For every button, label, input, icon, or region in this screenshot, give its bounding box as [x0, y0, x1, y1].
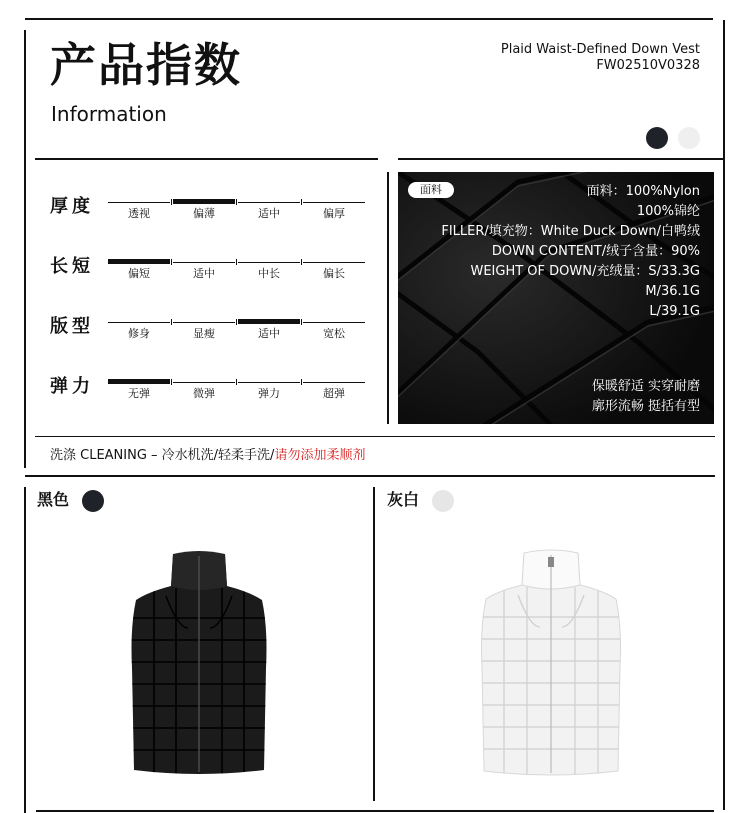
metric-label: 弹力	[50, 376, 94, 397]
option-tick	[236, 319, 237, 325]
option-label: 超弹	[323, 387, 345, 400]
option-label: 偏厚	[323, 207, 345, 220]
option-bar	[108, 202, 170, 203]
option-tick	[236, 259, 237, 265]
cleaning-text: 洗涤 CLEANING – 冷水机洗/轻柔手洗/	[50, 448, 275, 463]
frame-right-line	[723, 20, 725, 810]
metric-option	[173, 259, 235, 281]
fabric-spec-line: DOWN CONTENT/绒子含量：90%	[491, 244, 700, 259]
option-label: 显瘦	[193, 327, 215, 340]
option-bar	[238, 319, 300, 324]
metric-option	[303, 199, 365, 221]
option-bar	[173, 322, 235, 323]
metric-option	[238, 319, 300, 341]
metric-option	[108, 319, 170, 341]
colors-vertical-divider	[373, 487, 375, 801]
fabric-specs	[441, 182, 700, 322]
option-bar	[108, 259, 170, 264]
metric-option	[303, 379, 365, 401]
product-name: Plaid Waist-Defined Down Vest	[500, 42, 700, 57]
metric-option	[238, 259, 300, 281]
option-label: 中长	[258, 267, 280, 280]
cleaning-warning: 请勿添加柔顺剂	[274, 448, 366, 463]
colors-left-line	[24, 487, 26, 813]
metric-scale	[108, 379, 364, 403]
product-code: FW02510V0328	[596, 58, 700, 73]
metric-label: 版型	[50, 316, 94, 337]
option-bar	[173, 199, 235, 204]
option-tick	[301, 259, 302, 265]
vest-white-image[interactable]	[478, 547, 624, 779]
option-tick	[301, 199, 302, 205]
metric-option	[173, 379, 235, 401]
option-bar	[238, 262, 300, 263]
frame-bottom-line	[36, 810, 714, 812]
option-bar	[238, 382, 300, 383]
option-bar	[238, 202, 300, 203]
color-dot-white	[432, 490, 454, 512]
frame-left-line	[24, 30, 26, 468]
option-label: 适中	[258, 207, 280, 220]
option-label: 偏短	[128, 267, 150, 280]
colors-top-divider	[25, 475, 715, 477]
option-label: 修身	[128, 327, 150, 340]
fabric-feature-line: 保暖舒适 实穿耐磨	[591, 379, 700, 394]
option-bar	[108, 322, 170, 323]
metric-scale	[108, 199, 364, 223]
option-label: 适中	[193, 267, 215, 280]
option-label: 偏薄	[193, 207, 215, 220]
fabric-features	[592, 377, 700, 417]
color-label-white: 灰白	[387, 490, 420, 509]
cleaning-instructions	[50, 447, 365, 465]
option-bar	[173, 262, 235, 263]
option-bar	[303, 202, 365, 203]
header-divider-left	[35, 158, 378, 160]
header-divider-right	[398, 158, 724, 160]
metric-scale	[108, 319, 364, 343]
metric-option	[238, 199, 300, 221]
color-swatch-black[interactable]	[646, 127, 668, 149]
fabric-spec-line: 面料：100%Nylon	[586, 184, 700, 199]
option-bar	[108, 379, 170, 384]
option-tick	[171, 379, 172, 385]
color-label-black: 黑色	[37, 490, 70, 509]
option-tick	[171, 259, 172, 265]
fabric-panel	[398, 172, 714, 424]
metric-label: 厚度	[50, 196, 94, 217]
fabric-spec-line: L/39.1G	[649, 304, 700, 319]
metrics-vertical-divider	[387, 172, 389, 424]
option-bar	[303, 262, 365, 263]
cleaning-divider	[35, 436, 715, 437]
metric-option	[173, 319, 235, 341]
fabric-badge: 面料	[408, 182, 454, 198]
option-tick	[301, 319, 302, 325]
option-tick	[301, 379, 302, 385]
option-label: 微弹	[193, 387, 215, 400]
option-label: 适中	[258, 327, 280, 340]
metric-scale	[108, 259, 364, 283]
metric-option	[303, 319, 365, 341]
option-label: 无弹	[128, 387, 150, 400]
option-tick	[171, 319, 172, 325]
metric-option	[303, 259, 365, 281]
metric-option	[108, 379, 170, 401]
metric-option	[173, 199, 235, 221]
color-swatch-white[interactable]	[678, 127, 700, 149]
option-label: 宽松	[323, 327, 345, 340]
option-label: 弹力	[258, 387, 280, 400]
option-bar	[303, 322, 365, 323]
fabric-spec-line: 100%锦纶	[636, 204, 700, 219]
metric-option	[108, 259, 170, 281]
fabric-spec-line: WEIGHT OF DOWN/充绒量：S/33.3G	[470, 264, 700, 279]
color-dot-black	[82, 490, 104, 512]
page-title: 产品指数	[50, 38, 242, 92]
product-info	[501, 42, 700, 74]
vest-black-image[interactable]	[128, 548, 270, 778]
page-subtitle: Information	[51, 102, 167, 126]
option-bar	[303, 382, 365, 383]
option-tick	[236, 199, 237, 205]
option-tick	[236, 379, 237, 385]
metric-option	[108, 199, 170, 221]
option-tick	[171, 199, 172, 205]
frame-top-line	[25, 18, 713, 20]
option-bar	[173, 382, 235, 383]
metric-option	[238, 379, 300, 401]
option-label: 透视	[128, 207, 150, 220]
fabric-spec-line: M/36.1G	[645, 284, 700, 299]
fabric-feature-line: 廓形流畅 挺括有型	[591, 399, 700, 414]
option-label: 偏长	[323, 267, 345, 280]
metric-label: 长短	[50, 256, 94, 277]
fabric-spec-line: FILLER/填充物：White Duck Down/白鸭绒	[441, 224, 700, 239]
